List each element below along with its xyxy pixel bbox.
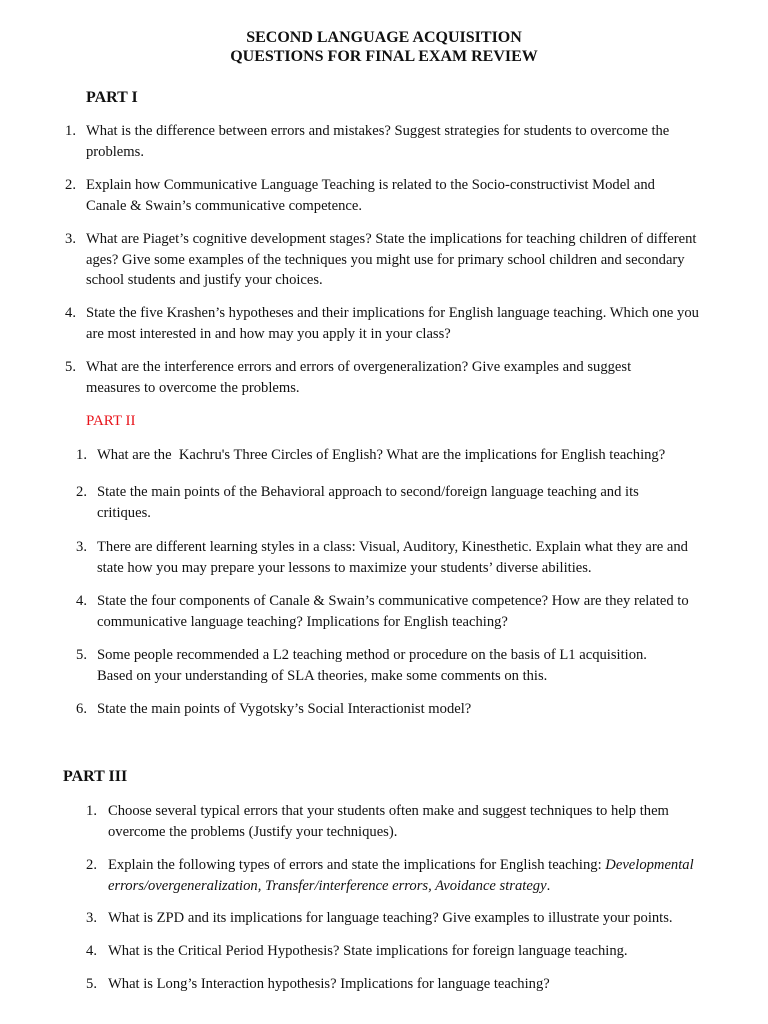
question-text-italic: Developmental errors/overgeneralization, Transfer/interference errors, Avoidance strategy xyxy=(108,857,694,894)
question-text: State the four components of Canale & Swain’s communicative competence? How are they related to communicative language teaching? Implications for English teaching? xyxy=(97,593,689,630)
question-number: 5. xyxy=(76,647,87,663)
question-text: What is Long’s Interaction hypothesis? Implications for language teaching? xyxy=(108,976,550,992)
question-number: 3. xyxy=(65,231,76,247)
question-text: State the main points of Vygotsky’s Social Interactionist model? xyxy=(97,701,472,717)
question-text: State the five Krashen’s hypotheses and their implications for English language teaching. Which one you are most interested in and how may you apply it in your class? xyxy=(86,305,699,342)
question-text: There are different learning styles in a class: Visual, Auditory, Kinesthetic. Explain what they are and state how you may prepare your lessons to maximize your students’ diverse abilities. xyxy=(97,539,688,576)
part3-heading: PART III xyxy=(63,768,128,785)
question-text: Choose several typical errors that your students often make and suggest techniques to help them overcome the problems (Justify your techniques). xyxy=(108,803,669,840)
question-text: What are the interference errors and errors of overgeneralization? Give examples and suggest measures to overcome the problems. xyxy=(86,359,632,396)
question-text-main: Explain the following types of errors and state the implications for English teaching: xyxy=(108,857,602,873)
question-number: 2. xyxy=(86,857,97,873)
question-number: 3. xyxy=(86,910,97,926)
question-number: 5. xyxy=(86,976,97,992)
question-text: State the main points of the Behavioral approach to second/foreign language teaching and its critiques. xyxy=(97,484,639,521)
part2-heading: PART II xyxy=(86,413,136,429)
question-number: 3. xyxy=(76,539,87,555)
document-title-line2: QUESTIONS FOR FINAL EXAM REVIEW xyxy=(230,48,538,65)
question-text xyxy=(108,855,708,896)
question-text: What is ZPD and its implications for language teaching? Give examples to illustrate your points. xyxy=(108,910,673,926)
question-number: 4. xyxy=(86,943,97,959)
question-text-end: . xyxy=(546,877,551,894)
question-text: What is the difference between errors and mistakes? Suggest strategies for students to overcome the problems. xyxy=(86,123,670,160)
question-number: 6. xyxy=(76,701,87,717)
question-text: Explain how Communicative Language Teaching is related to the Socio-constructivist Model and Canale & Swain’s communicative competence. xyxy=(86,177,655,214)
question-number: 1. xyxy=(86,803,97,819)
part1-heading: PART I xyxy=(86,89,138,106)
question-number: 4. xyxy=(65,305,76,321)
question-number: 4. xyxy=(76,593,87,609)
question-text: Some people recommended a L2 teaching method or procedure on the basis of L1 acquisition. Based on your understanding of SLA theories, make some comments on this. xyxy=(97,647,647,684)
question-text: What are Piaget’s cognitive development stages? State the implications for teaching children of different ages? Give some examples of the techniques you might use for primary school children and secondary school students and justify your choices. xyxy=(86,231,697,288)
question-number: 1. xyxy=(76,447,87,463)
question-number: 1. xyxy=(65,123,76,139)
question-number: 5. xyxy=(65,359,76,375)
question-text: What is the Critical Period Hypothesis? State implications for foreign language teaching. xyxy=(108,943,628,959)
question-number: 2. xyxy=(76,484,87,500)
question-number: 2. xyxy=(65,177,76,193)
document-title-line1: SECOND LANGUAGE ACQUISITION xyxy=(246,29,522,46)
question-text: What are the Kachru's Three Circles of English? What are the implications for English teaching? xyxy=(97,447,666,463)
